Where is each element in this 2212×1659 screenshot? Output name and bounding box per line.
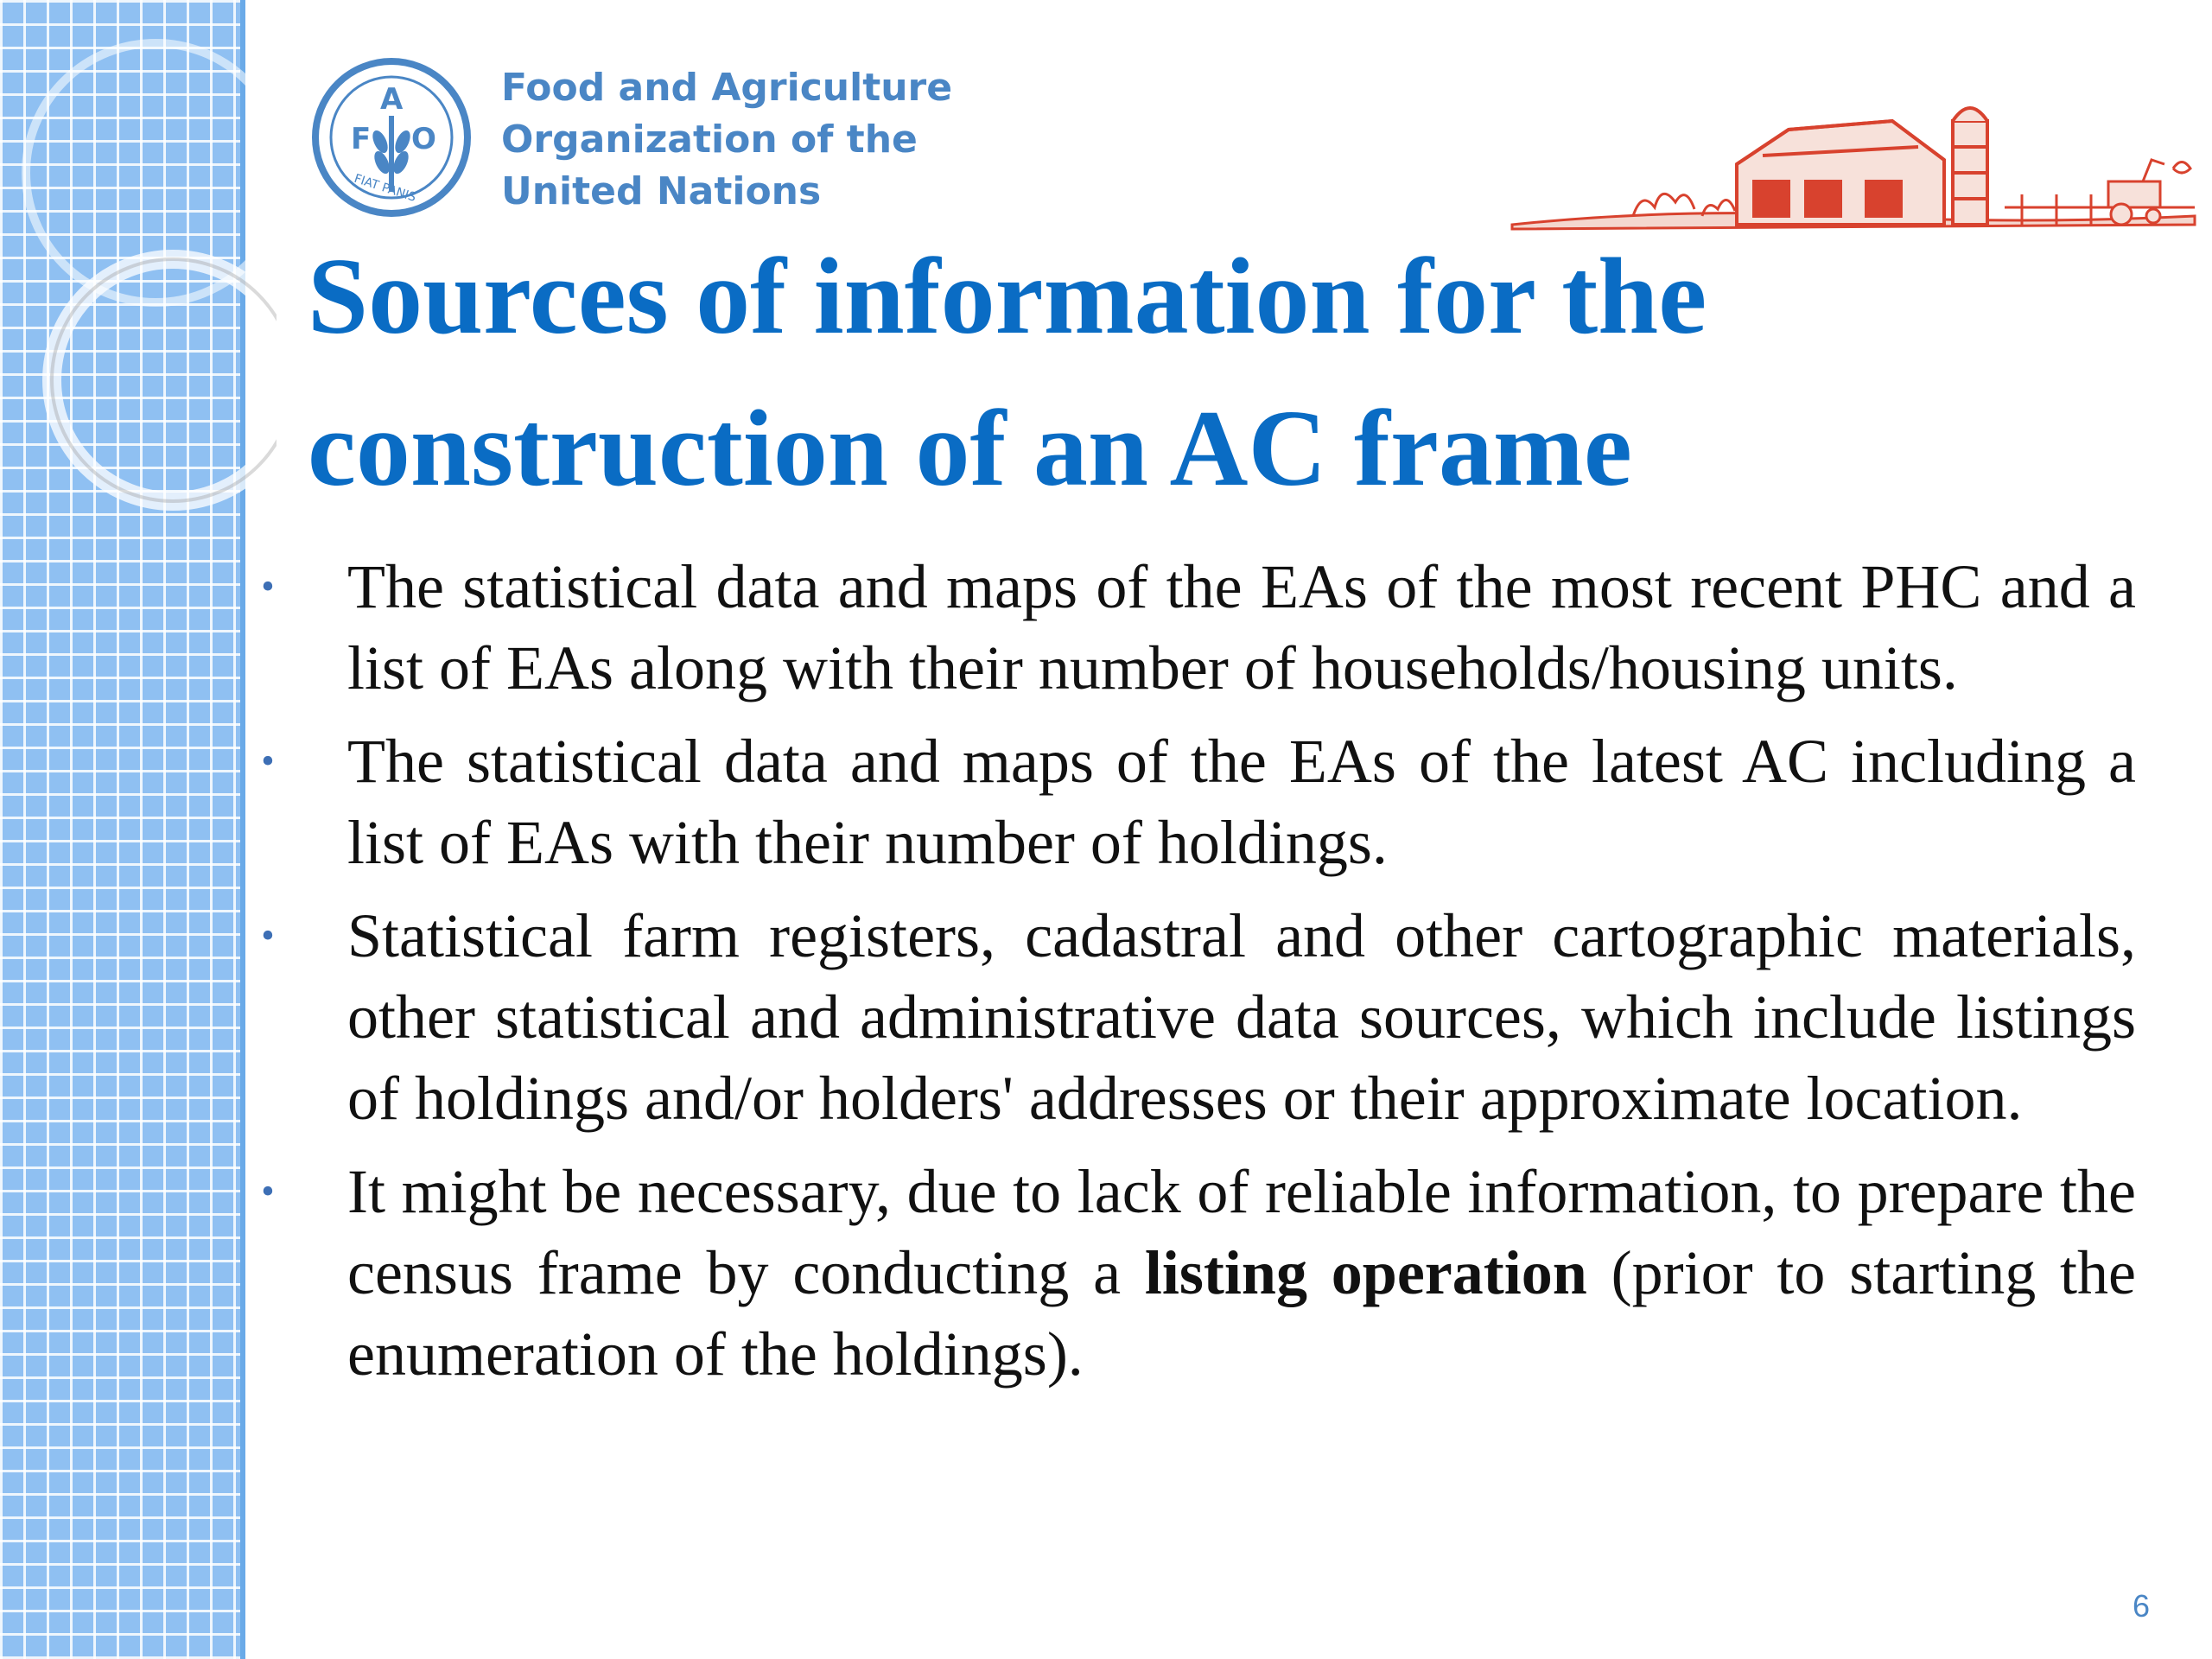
bullet-list [251, 546, 2136, 1407]
logo-letter-f: F [351, 122, 372, 156]
fao-emblem-icon [309, 55, 474, 219]
bullet-text: The statistical data and maps of the EAs of the most recent PHC and a list of EAs along with their number of households/housing units. [347, 552, 2136, 702]
bullet-item [251, 721, 2136, 883]
bullet-marker: • [261, 740, 275, 782]
bullet-marker: • [261, 1170, 275, 1212]
slide-title [308, 221, 2070, 525]
slide-title-line: Sources of information for the [308, 237, 1707, 357]
bullet-text-bold: listing operation [1144, 1238, 1587, 1307]
bullet-text-before: It might be necessary, due to lack of reliable information, to prepare the census frame by conducting a [347, 1157, 2136, 1307]
organization-name-line: Food and Agriculture [501, 66, 953, 110]
bullet-marker: • [261, 565, 275, 607]
bullet-item [251, 895, 2136, 1139]
bullet-text: The statistical data and maps of the EAs of the latest AC including a list of EAs with their number of holdings. [347, 727, 2136, 877]
organization-name-line: United Nations [501, 169, 822, 213]
slide-title-line: construction of an AC frame [308, 389, 1632, 509]
bullet-text-after: (prior to starting the enumeration of the holdings). [347, 1238, 2137, 1389]
bullet-item [251, 1151, 2136, 1395]
organization-name [501, 62, 952, 218]
logo-letter-o: O [411, 122, 436, 156]
bullet-marker: • [261, 914, 275, 957]
decorative-rings [0, 0, 276, 553]
bullet-item [251, 546, 2136, 709]
bullet-text: Statistical farm registers, cadastral and other cartographic materials, other statistical and administrative data sources, which include listings of holdings and/or holders' addresses or their approximate location. [347, 901, 2136, 1133]
farm-illustration [1503, 86, 2203, 242]
organization-name-line: Organization of the [501, 118, 918, 162]
page-number: 6 [2132, 1588, 2150, 1624]
logo-letter-a: A [380, 82, 404, 117]
logo-motto: FIAT PANIS [352, 171, 418, 205]
